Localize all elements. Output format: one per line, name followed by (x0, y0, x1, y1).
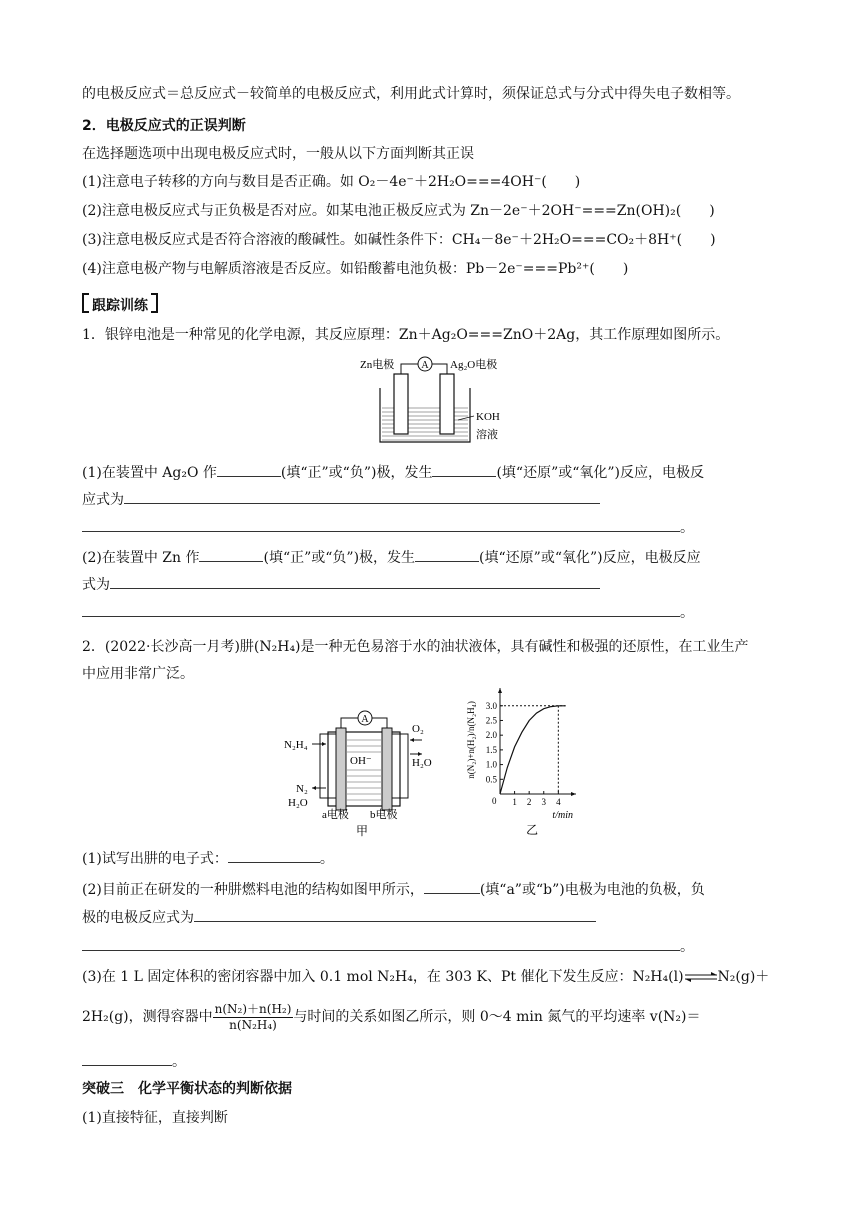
silver-zinc-cell-figure (350, 350, 510, 450)
y-axis-label: n(N₂)+n(H₂)/n(N₂H₄) (466, 701, 476, 779)
y-axis-arrow (498, 688, 502, 693)
y-tick-label: 1.0 (485, 759, 497, 770)
y-tick-label: 2.0 (485, 730, 497, 741)
q1-part1-line2: 。 (82, 517, 694, 538)
q2-part3-cont: 2H₂(g)，测得容器中 $\frac{\text{n(N₂)＋n(H₂)}}{\text{n(N₂H₄)}}$ 与时间的关系如图乙所示，则 0～4 min 氮气的平均速率 v(N₂)＝ (82, 1001, 701, 1032)
series-line (500, 706, 566, 794)
x-tick-label: 4 (556, 797, 561, 807)
q1-part2: (2)在装置中 Zn 作 (填“正”或“负”)极，发生 (填“还原”或“氧化”)反应，电极反应 (82, 547, 701, 568)
q1-part2-cont: 式为 (82, 574, 600, 595)
q1-part1: (1)在装置中 Ag₂O 作 (填“正”或“负”)极，发生 (填“还原”或“氧化”)反应，电极反 (82, 462, 704, 483)
q2-stem-cont: 中应用非常广泛。 (82, 666, 194, 682)
h2o-right-label: H₂O (412, 757, 432, 769)
answer-blank[interactable] (217, 462, 281, 477)
koh-label: KOH (476, 411, 500, 423)
answer-blank[interactable] (228, 848, 320, 863)
a-electrode-label: a电极 (322, 809, 349, 821)
origin-label: 0 (492, 796, 497, 806)
y-tick-label: 1.5 (485, 744, 497, 755)
x-axis-label: t/min (552, 810, 573, 821)
text-line: (1)注意电子转移的方向与数目是否正确。如 O₂－4e⁻＋2H₂O===4OH⁻( ) (82, 174, 581, 190)
n2h4-label: N₂H₄ (284, 739, 308, 751)
subheading: 2．电极反应式的正误判断 (82, 118, 246, 134)
o2-label: O₂ (412, 723, 424, 735)
x-tick-label: 2 (526, 797, 532, 807)
figure-caption-yi: 乙 (526, 823, 539, 837)
hydrazine-fuel-cell-figure (280, 708, 450, 838)
q2-stem: 2．(2022·长沙高一月考)肼(N₂H₄)是一种无色易溶于水的油状液体，具有碱性和极强的还原性，在工业生产 (82, 639, 749, 655)
text-line: (2)注意电极反应式与正负极是否对应。如某电池正极反应式为 Zn－2e⁻＋2OH⁻===Zn(OH)₂( ) (82, 203, 715, 219)
ratio-fraction: $\frac{\text{n(N₂)＋n(H₂)}}{\text{n(N₂H₄)}}$ (214, 1001, 292, 1032)
answer-blank[interactable] (82, 936, 680, 951)
ratio-time-chart (458, 688, 578, 838)
answer-blank[interactable] (194, 907, 596, 922)
q1-stem: 1．银锌电池是一种常见的化学电源，其反应原理：Zn＋Ag₂O===ZnO＋2Ag，其工作原理如图所示。 (82, 327, 730, 343)
answer-blank[interactable] (82, 602, 680, 617)
y-tick-label: 0.5 (485, 774, 497, 785)
q2-part2: (2)目前正在研发的一种肼燃料电池的结构如图甲所示， (填“a”或“b”)电极为电池的负极，负 (82, 879, 705, 900)
text-line: (3)注意电极反应式是否符合溶液的酸碱性。如碱性条件下：CH₄－8e⁻＋2H₂O===CO₂＋8H⁺( ) (82, 232, 716, 248)
section-heading: 突破三 化学平衡状态的判断依据 (82, 1081, 292, 1097)
x-tick-label: 3 (541, 797, 546, 807)
q1-part2-line2: 。 (82, 602, 694, 623)
text-line: 的电极反应式＝总反应式－较简单的电极反应式，利用此式计算时，须保证总式与分式中得失电子数相等。 (82, 86, 740, 102)
text-line: 在选择题选项中出现电极反应式时，一般从以下方面判断其正误 (82, 146, 474, 162)
y-tick-label: 3.0 (485, 700, 497, 711)
q2-part2-line2: 。 (82, 936, 694, 957)
q2-part3-line2: 。 (82, 1051, 186, 1072)
x-axis-arrow (571, 792, 576, 796)
figure-caption-jia: 甲 (356, 824, 369, 838)
y-tick-label: 2.5 (485, 715, 497, 726)
answer-blank[interactable] (415, 547, 479, 562)
h2o-left-label: H₂O (288, 797, 308, 809)
zn-electrode-label: Zn电极 (360, 359, 395, 371)
b-electrode-label: b电极 (370, 809, 398, 821)
answer-blank[interactable] (424, 879, 480, 894)
answer-blank[interactable] (82, 1051, 172, 1066)
x-tick-label: 1 (512, 797, 517, 807)
equilibrium-arrow-icon (684, 971, 718, 983)
ammeter-label: A (361, 714, 369, 725)
n2-label: N₂ (296, 783, 308, 795)
answer-blank[interactable] (110, 574, 600, 589)
answer-blank[interactable] (199, 547, 263, 562)
oh-label: OH⁻ (350, 755, 372, 767)
section-tag: 跟踪训练 (82, 293, 158, 315)
q2-part2-cont: 极的电极反应式为 (82, 907, 596, 928)
answer-blank[interactable] (432, 462, 496, 477)
text-line: (1)直接特征，直接判断 (82, 1110, 228, 1126)
text-line: (4)注意电极产物与电解质溶液是否反应。如铅酸蓄电池负极：Pb－2e⁻===Pb²⁺( ) (82, 261, 629, 277)
q2-part3: (3)在 1 L 固定体积的密闭容器中加入 0.1 mol N₂H₄，在 303 K、Pt 催化下发生反应：N₂H₄(l) N₂(g)＋ (82, 969, 770, 985)
q2-part1: (1)试写出肼的电子式： 。 (82, 848, 334, 869)
solution-label: 溶液 (476, 429, 498, 441)
answer-blank[interactable] (82, 517, 680, 532)
ag2o-electrode-label: Ag₂O电极 (450, 359, 498, 371)
ammeter-label: A (421, 360, 429, 371)
q1-part1-cont: 应式为 (82, 489, 600, 510)
answer-blank[interactable] (124, 489, 600, 504)
